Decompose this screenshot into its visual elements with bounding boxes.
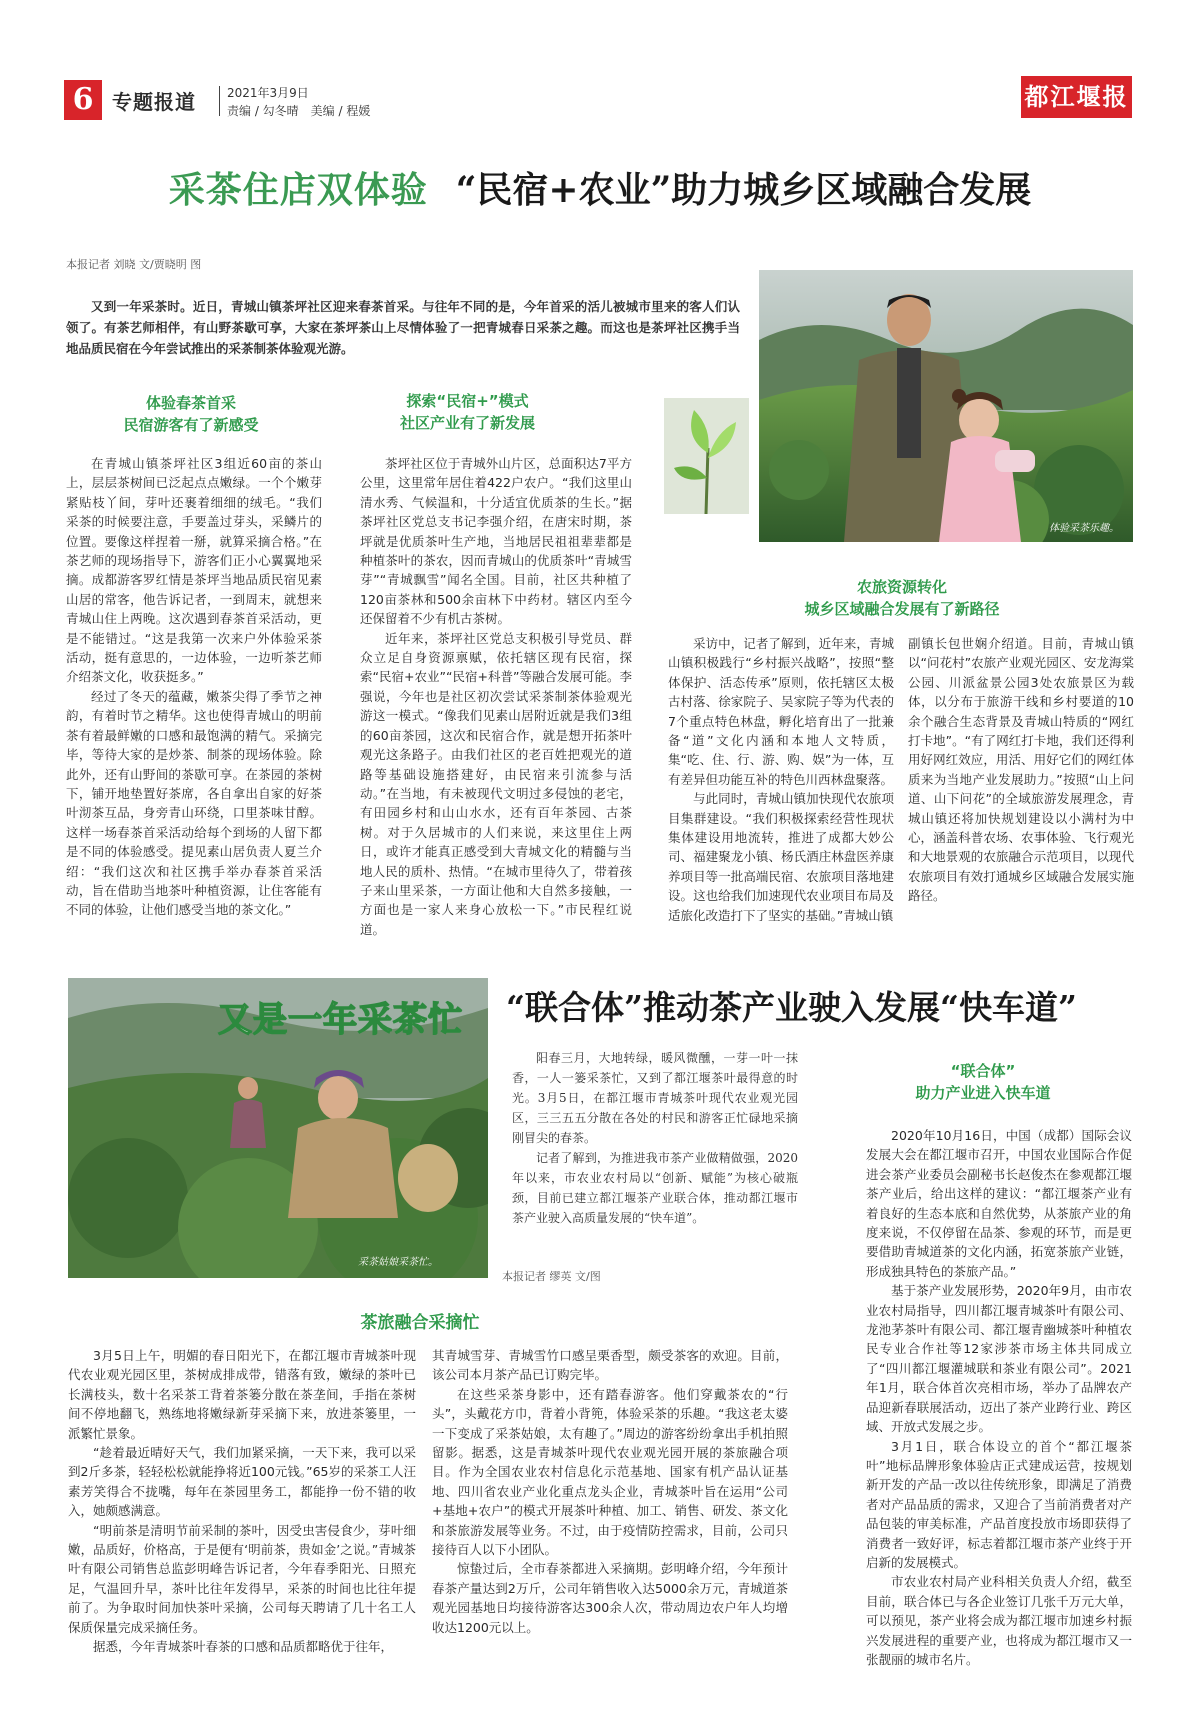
paragraph: 采访中，记者了解到，近年来，青城山镇积极践行“乡村振兴战略”，按照“整体保护、活态传承”原则，依托辖区太极古村落、徐家院子、吴家院子等为代表的7个重点特色林盘，孵化培育出了一批兼备“道”文化内涵和本地人文特质，集“吃、住、行、游、购、娱”为一体，互有差异但功能互补的特色川西林盘聚落。 <box>668 636 894 787</box>
subhead-consortium: “联合体” 助力产业进入快车道 <box>915 1062 1051 1102</box>
paragraph: “明前茶是清明节前采制的茶叶，因受虫害侵食少，芽叶细嫩，品质好，价格高，于是便有‘明前茶，贵如金’之说。”青城茶叶有限公司销售总监彭明峰告诉记者，今年春季阳光、日照充足，气温回升早，茶叶比往年发得早，采茶的时间也比往年提前了。为争取时间加快茶叶采摘，公司每天聘请了几十名工人保质保量完成采摘任务。 <box>68 1522 416 1635</box>
subhead-first-picking: 体验春茶首采 民宿游客有了新感受 <box>123 394 259 434</box>
subhead-homestay-model: 探索“民宿+”模式 社区产业有了新发展 <box>399 392 535 432</box>
paragraph: 3月5日上午，明媚的春日阳光下，在都江堰市青城茶叶现代农业观光园区里，茶树成排成带，错落有致，嫩绿的茶叶已长满枝头，数十名采茶工背着茶篓分散在茶垄间，手指在茶树间不停地翻飞，熟练地将嫩绿新芽采摘下来，放进茶篓里，一派繁忙景象。 <box>68 1348 416 1441</box>
headline-main: 采茶住店双体验 <box>168 170 428 211</box>
subhead-agri-tourism: 农旅资源转化 城乡区域融合发展有了新路径 <box>804 578 1000 618</box>
paragraph: 茶坪社区位于青城外山片区，总面积达7平方公里，这里常年居住着422户农户。“我们这里山清水秀、气候温和，十分适宜优质茶的生长。”据茶坪社区党总支书记李强介绍，在唐宋时期，茶坪就是优质茶叶生产地，当地居民祖祖辈辈都是种植茶叶的茶农，因而青城山的优质茶叶“青城雪芽”“青城飘雪”闻名全国。目前，社区共种植了120亩茶林和500余亩林下中药材。辖区内至今还保留着不少有机古茶树。 <box>360 456 632 627</box>
newspaper-logo: 都江堰报 <box>1021 76 1132 118</box>
header-divider <box>219 86 220 116</box>
paragraph: 经过了冬天的蕴藏，嫩茶尖得了季节之神韵，有着时节之精华。这也使得青城山的明前茶有着最鲜嫩的口感和最饱满的精气。采摘完毕，等待大家的是炒茶、制茶的现场体验。除此外，还有山野间的茶歇可享。在茶园的茶树下，铺开地垫置好茶席，各自拿出自家的好茶叶沏茶互品，身旁青山环绕，口里茶味甘醇。这样一场春茶首采活动给每个到场的人留下都是不同的体验感受。提见素山居负责人夏兰介绍：“我们这次和社区携手举办春茶首采活动，旨在借助当地茶叶种植资源，让住客能有不同的体验，让他们感受当地的茶文化。” <box>66 688 322 918</box>
paragraph: 阳春三月，大地转绿，暖风微醺，一芽一叶一抹香，一人一篓采茶忙，又到了都江堰茶叶最得意的时光。3月5日，在都江堰市青城茶叶现代农业观光园区，三三五五分散在各处的村民和游客正忙碌地采摘刚冒尖的春茶。 <box>512 1051 798 1145</box>
paragraph: 在这些采茶身影中，还有踏春游客。他们穿戴茶农的“行头”，头戴花方巾，背着小背篼，体验采茶的乐趣。“我这老太婆一下变成了采茶姑娘，太有趣了。”周边的游客纷纷拿出手机拍照留影。据悉，这是青城茶叶现代农业观光园开展的茶旅融合项目。作为全国农业农村信息化示范基地、国家有机产品认证基地、四川省农业产业化重点龙头企业，青城茶叶旨在运用“公司+基地+农户”的模式开展茶叶种植、加工、销售、研发、茶文化和茶旅游发展等业务。不过，由于疫情防控需求，目前，公司只接待百人以下小团队。 <box>432 1386 788 1558</box>
paragraph: 副镇长包世娴介绍道。目前，青城山镇以“问花村”农旅产业观光园区、安龙海棠公园、川派盆景公园3处农旅景区为载体，以分布于旅游干线和乡村要道的10余个融合生态背景及青城山特质的“网红打卡地”。“有了网红打卡地，我们还得利用好网红效应，用活、用好它们的网红体质来为当地产业发展助力。”按照“山上问道、山下问花”的全域旅游发展理念，青城山镇还将加快规划建设以小满村为中心，涵盖科普农场、农事体验、飞行观光和大地景观的农旅融合示范项目，以现代农旅项目有效打通城乡区域融合发展实施路径。 <box>908 636 1134 904</box>
article1-headline <box>0 162 1200 213</box>
photo-caption: 采茶姑娘采茶忙。 <box>358 1257 438 1268</box>
tea-picking-photo <box>759 270 1133 542</box>
paragraph: 市农业农村局产业科相关负责人介绍，截至目前，联合体已与各企业签订几张千万元大单，可以预见，茶产业将会成为都江堰市加速乡村振兴发展进程的重要产业，也将成为都江堰市又一张靓丽的城市名片。 <box>866 1574 1132 1667</box>
page-number: 6 <box>64 80 102 120</box>
tea-sprout-photo <box>664 398 749 514</box>
article1-column-3 <box>668 634 894 925</box>
article1-column-1 <box>66 454 322 920</box>
photo-caption: 体验采茶乐趣。 <box>1049 523 1119 534</box>
tea-pickers-photo <box>68 978 488 1278</box>
paragraph: 基于茶产业发展形势，2020年9月，由市农业农村局指导，四川都江堰青城茶叶有限公司、龙池茅茶叶有限公司、都江堰青幽城茶叶种植农民专业合作社等12家涉茶市场主体共同成立了“四川都江堰灌城联和茶业有限公司”。2021年1月，联合体首次亮相市场，举办了品牌农产品迎新春联展活动，迈出了茶产业跨行业、跨区域、开放式发展之步。 <box>866 1283 1132 1435</box>
paragraph: “趁着最近晴好天气，我们加紧采摘，一天下来，我可以采到2斤多茶，轻轻松松就能挣将近100元钱。”65岁的采茶工人汪素芳笑得合不拢嘴，每年在茶园里务工，都能挣一份不错的收入，她颇感满意。 <box>68 1445 416 1519</box>
paragraph: 据悉，今年青城茶叶春茶的口感和品质都略优于往年， <box>93 1639 394 1655</box>
paragraph: 与此同时，青城山镇加快现代农旅项目集群建设。“我们积极探索经营性现状集体建设用地流转，推进了成都大妙公司、福建聚龙小镇、杨氏酒庄林盘医养康养项目等一批高端民宿、农旅项目落地建设。这也给我们加速现代农业项目布局及适旅化改造打下了坚实的基础。”青城山镇 <box>668 791 894 923</box>
article1-byline: 本报记者 刘晓 文/贾晓明 图 <box>66 258 202 271</box>
article2-column-1 <box>68 1346 416 1657</box>
page-header <box>64 80 1132 128</box>
photo-title-overlay: 又是一年采茶忙 <box>218 1000 463 1040</box>
paragraph: 3月1日，联合体设立的首个“都江堰茶叶”地标品牌形象体验店正式建成运营，按规划新开发的产品一改以往传统形象，即满足了消费者对产品品质的需求，又迎合了当前消费者对产品包装的审美标准，产品首度投放市场即获得了消费者一致好评，标志着都江堰市茶产业终于开启新的发展模式。 <box>866 1438 1132 1570</box>
article1-column-4 <box>908 634 1134 906</box>
article2-column-2 <box>432 1346 788 1637</box>
editor-credits: 责编 / 勾冬晴 美编 / 程媛 <box>227 104 371 118</box>
paragraph: 在青城山镇茶坪社区3组近60亩的茶山上，层层茶树间已泛起点点嫩绿。一个个嫩芽紧贴枝丫间，芽叶还裹着细细的绒毛。“我们采茶的时候要注意，手要盖过芽头，采鳞片的位置。要像这样捏着一掰，就算采摘合格。”在茶艺师的现场指导下，游客们正小心翼翼地采摘。成都游客罗红情是茶坪当地品质民宿见素山居的常客，他告诉记者，一到周末，就想来青城山住上两晚。这次遇到春茶首采活动，更是不能错过。“这是我第一次来户外体验采茶活动，挺有意思的，一边体验，一边听茶艺师介绍茶文化，收获挺多。” <box>66 456 322 685</box>
issue-date: 2021年3月9日 <box>227 86 309 100</box>
article1-column-2 <box>360 454 632 939</box>
section-title: 专题报道 <box>112 90 196 114</box>
paragraph: 近年来，茶坪社区党总支积极引导党员、群众立足自身资源禀赋，依托辖区现有民宿，探索“民宿+农业”“民宿+科普”等融合发展可能。李强说，今年也是社区初次尝试采茶制茶体验观光游这一模式。“像我们见素山居附近就是我们3组的60亩茶园，这次和民宿合作，就是想开拓茶叶观光这条路子。由我们社区的老百姓把观光的道路等基础设施搭建好，由民宿来引流参与活动。”在当地，有未被现代文明过多侵蚀的老宅，有田园乡村和山山水水，还有百年茶园、古茶树。对于久居城市的人们来说，来这里住上两日，或许才能真正感受到大青城文化的精髓与当地人民的质朴、热情。“在城市里待久了，带着孩子来山里采茶，一方面让他和大自然多接触，一方面也是一家人来身心放松一下。”市民程红说道。 <box>360 630 632 937</box>
article2-column-right <box>866 1126 1132 1669</box>
paragraph: 惊蛰过后，全市春茶都进入采摘期。彭明峰介绍，今年预计春茶产量达到2万斤，公司年销售收入达5000余万元，青城道茶观光园基地日均接待游客达300余人次，带动周边农户年人均增收达1200元以上。 <box>432 1561 788 1635</box>
headline-secondary: “民宿+农业”助力城乡区域融合发展 <box>455 169 1032 211</box>
article2-headline: “联合体”推动茶产业驶入发展“快车道” <box>506 988 1077 1027</box>
subhead-tea-tourism: 茶旅融合采摘忙 <box>360 1313 480 1333</box>
article1-lead: 又到一年采茶时。近日，青城山镇茶坪社区迎来春茶首采。与往年不同的是，今年首采的活儿被城市里来的客人们认领了。有茶艺师相伴，有山野茶歇可享，大家在茶坪茶山上尽情体验了一把青城春日采茶之趣。而这也是茶坪社区携手当地品质民宿在今年尝试推出的采茶制茶体验观光游。 <box>66 299 740 356</box>
paragraph: 记者了解到，为推进我市茶产业做精做强，2020年以来，市农业农村局以“创新、赋能”为核心破瓶颈，目前已建立都江堰茶产业联合体，推动都江堰市茶产业驶入高质量发展的“快车道”。 <box>512 1151 798 1225</box>
paragraph: 2020年10月16日，中国（成都）国际会议发展大会在都江堰市召开，中国农业国际合作促进会茶产业委员会副秘书长赵俊杰在参观都江堰茶产业后，给出这样的建议：“都江堰茶产业有着良好的生态本底和自然优势，从茶旅产业的角度来说，不仅停留在品茶、参观的环节，而是更要借助青城道茶的文化内涵，拓宽茶旅产业链，形成独具特色的茶旅产品。” <box>866 1128 1132 1279</box>
article2-byline: 本报记者 缪英 文/图 <box>502 1270 601 1283</box>
paragraph: 其青城雪芽、青城雪竹口感呈栗香型，颇受茶客的欢迎。目前，该公司本月茶产品已订购完毕。 <box>432 1348 788 1383</box>
article2-intro <box>512 1048 798 1228</box>
